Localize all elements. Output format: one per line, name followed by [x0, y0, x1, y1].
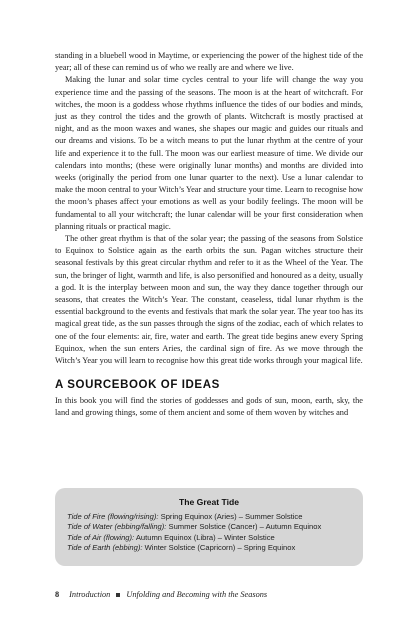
tide-line [67, 543, 351, 553]
body-paragraph: Making the lunar and solar time cycles central to your life will change the way you experience time and the passing of the seasons. The moon is at the heart of witchcraft. For witches, the moon is a goddess whose rhythms influence the tides of our bodies and minds, just as they control the tides and the growth of plants. Witchcraft is mostly practised at night, and as the moon waxes and wanes, she shapes our magic and guides our rituals and our dreams and visions. To be a witch means to put the lunar rhythm at the centre of your life and experience it to the full. The moon was our earliest measure of time. We divide our calendars into months; (these were originally lunar months) and months are divided into weeks (originally the period from one lunar quarter to the next). Use a lunar calendar to make the moon central to your Witch’s Year and structure your time. Learn to recognise how the moon’s phases affect your emotions as well as your bodily feelings. The moon will be fundamental to all your witchcraft; the lunar calendar will be your first consideration when planning rituals or practical magic. [55, 75, 363, 231]
tide-dates: Spring Equinox (Aries) – Summer Solstice [158, 512, 303, 521]
footer-separator-icon [116, 593, 120, 597]
tide-line [67, 522, 351, 532]
tide-name: Tide of Earth (ebbing): [67, 543, 143, 553]
page-footer [55, 590, 363, 599]
footer-section: Introduction [69, 590, 111, 599]
page-body [55, 50, 363, 420]
page-number: 8 [55, 590, 60, 599]
great-tide-callout [55, 488, 363, 566]
callout-title: The Great Tide [178, 497, 239, 507]
body-paragraph: standing in a bluebell wood in Maytime, or experiencing the power of the highest tide of the year; all of these can remind us of who we really are and where we live. [55, 51, 363, 73]
tide-dates: Winter Solstice (Capricorn) – Spring Equinox [142, 543, 296, 553]
tide-dates: Autumn Equinox (Libra) – Winter Solstice [134, 532, 275, 542]
section-heading: A SOURCEBOOK OF IDEAS [55, 379, 220, 392]
tide-dates: Summer Solstice (Cancer) – Autumn Equinox [166, 522, 322, 532]
tide-name: Tide of Air (flowing): [67, 532, 135, 542]
tide-line [67, 533, 351, 543]
body-paragraph: The other great rhythm is that of the solar year; the passing of the seasons from Solstice to Equinox to Solstice again as the earth orbits the sun. Pagan witches structure their seasonal festivals by this great circular rhythm and refer to it as the Wheel of the Year. The sun, the bringer of light, warmth and life, is also personified and honoured as a deity, usually a god. It is the interplay between moon and sun, the way they dance together through our seasons, that creates the Witch’s Year. The constant, ceaseless, tidal lunar rhythm is the essential background to the events and festivals that mark the solar year. The year too has its magical great tide, as the sun passes through the signs of the zodiac, each of which relates to one of the four elements: air, fire, water and earth. The great tide begins anew every Spring Equinox, when the sun enters Aries, the cardinal sign of fire. As we move through the Witch’s Year you will learn to recognise how this great tide works through your magical life. [55, 234, 363, 366]
tide-name: Tide of Fire (flowing/rising): [67, 512, 159, 521]
footer-chapter: Unfolding and Becoming with the Seasons [126, 590, 268, 599]
tide-name: Tide of Water (ebbing/falling): [67, 522, 167, 532]
body-paragraph: In this book you will find the stories of goddesses and gods of sun, moon, earth, sky, the land and growing things, some of them ancient and some of them woven by witches and [55, 396, 363, 418]
tide-line [67, 512, 351, 522]
